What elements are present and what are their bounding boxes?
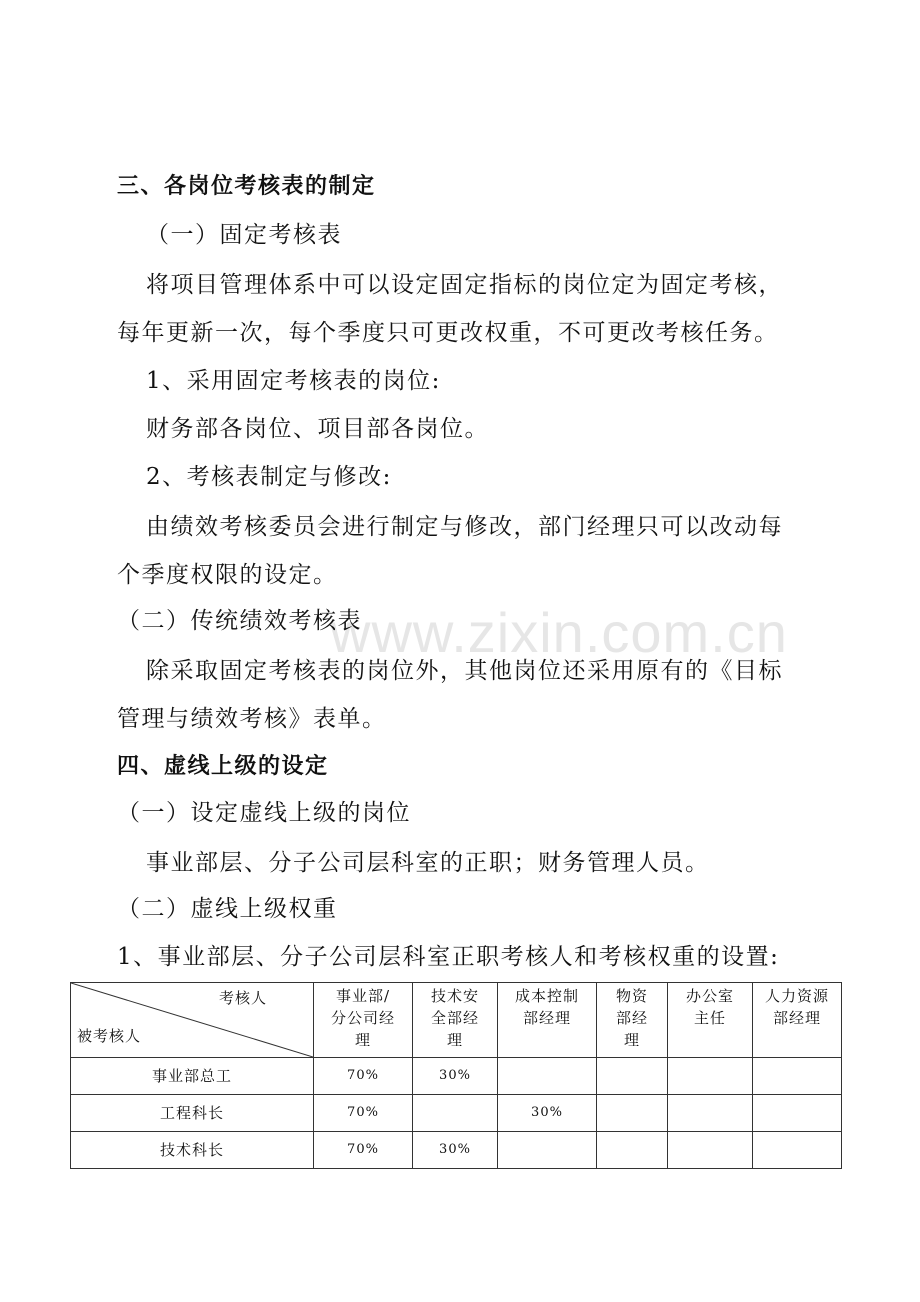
weight-cell <box>597 1058 668 1095</box>
list-item-1: 1、采用固定考核表的岗位: <box>146 368 441 394</box>
subsection-virtual-superior: （一）设定虚线上级的岗位 <box>117 800 411 826</box>
header-office-director: 办公室 主任 <box>668 983 753 1058</box>
weight-cell <box>413 1095 498 1132</box>
weight-cell <box>668 1058 753 1095</box>
header-cost-control-manager: 成本控制 部经理 <box>498 983 597 1058</box>
weight-cell: 70% <box>314 1095 413 1132</box>
paragraph-line: 事业部层、分子公司层科室的正职；财务管理人员。 <box>146 850 710 876</box>
header-tech-safety-manager: 技术安 全部经 理 <box>413 983 498 1058</box>
weight-cell <box>668 1132 753 1169</box>
weight-cell <box>753 1058 842 1095</box>
header-materials-manager: 物资 部经 理 <box>597 983 668 1058</box>
row-label: 事业部总工 <box>71 1058 314 1095</box>
weight-cell <box>597 1095 668 1132</box>
subsection-weights: （二）虚线上级权重 <box>117 896 338 922</box>
paragraph-line: 每年更新一次，每个季度只可更改权重，不可更改考核任务。 <box>117 320 779 346</box>
header-hr-manager: 人力资源 部经理 <box>753 983 842 1058</box>
weight-cell: 30% <box>413 1132 498 1169</box>
subsection-traditional-table: （二）传统绩效考核表 <box>117 608 362 634</box>
assessee-label: 被考核人 <box>77 1027 142 1045</box>
corner-header-cell <box>71 983 314 1058</box>
row-label: 技术科长 <box>71 1132 314 1169</box>
row-label: 工程科长 <box>71 1095 314 1132</box>
weight-cell: 30% <box>413 1058 498 1095</box>
weight-cell: 70% <box>314 1132 413 1169</box>
section-heading-4: 四、虚线上级的设定 <box>117 754 329 779</box>
weight-cell <box>498 1132 597 1169</box>
table-caption: 1、事业部层、分子公司层科室正职考核人和考核权重的设置: <box>117 944 780 970</box>
weight-cell: 30% <box>498 1095 597 1132</box>
assessment-weight-table <box>70 982 842 1169</box>
paragraph-line: 由绩效考核委员会进行制定与修改，部门经理只可以改动每 <box>146 514 783 540</box>
weight-cell <box>753 1132 842 1169</box>
paragraph-line: 财务部各岗位、项目部各岗位。 <box>146 416 489 442</box>
table-row <box>71 1058 842 1095</box>
paragraph-line: 管理与绩效考核》表单。 <box>117 706 387 732</box>
weight-cell <box>753 1095 842 1132</box>
table-row <box>71 1095 842 1132</box>
weight-cell <box>597 1132 668 1169</box>
header-division-manager: 事业部/ 分公司经 理 <box>314 983 413 1058</box>
weight-cell: 70% <box>314 1058 413 1095</box>
weight-cell <box>668 1095 753 1132</box>
paragraph-line: 个季度权限的设定。 <box>117 562 338 588</box>
assessor-label: 考核人 <box>218 989 267 1007</box>
paragraph-line: 除采取固定考核表的岗位外，其他岗位还采用原有的《目标 <box>146 658 783 684</box>
section-heading-3: 三、各岗位考核表的制定 <box>117 174 376 199</box>
subsection-fixed-table: （一）固定考核表 <box>146 222 342 248</box>
paragraph-line: 将项目管理体系中可以设定固定指标的岗位定为固定考核， <box>146 272 783 298</box>
watermark: www.zixin.com.cn <box>330 601 788 664</box>
weight-cell <box>498 1058 597 1095</box>
table-header-row <box>71 983 842 1058</box>
list-item-2: 2、考核表制定与修改: <box>146 464 392 490</box>
table-row <box>71 1132 842 1169</box>
